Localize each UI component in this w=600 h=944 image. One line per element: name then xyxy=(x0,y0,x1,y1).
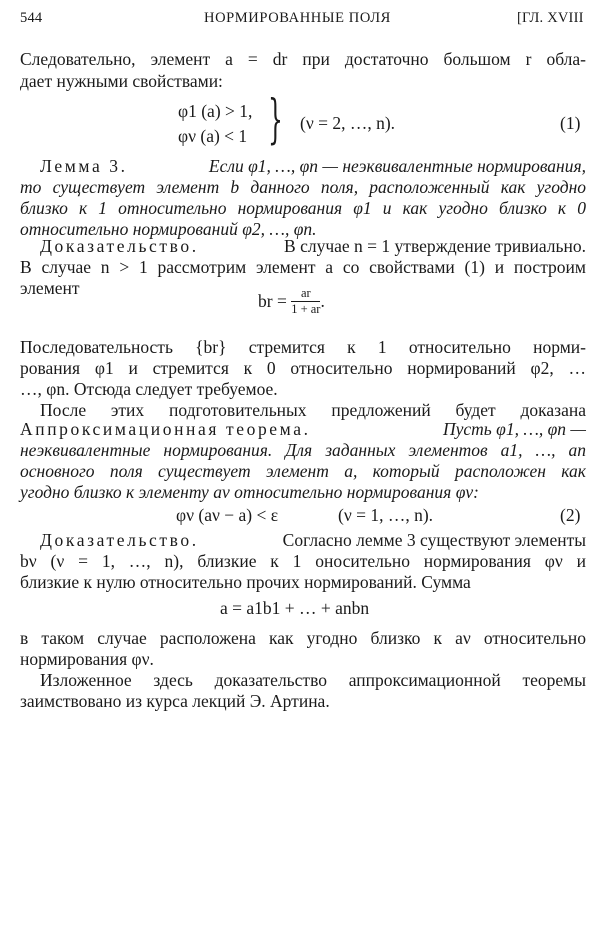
eq-br-denominator: 1 + ar xyxy=(291,302,321,316)
lemma3-line4: относительно нормирований φ2, …, φn. xyxy=(20,219,317,239)
chapter-label: [ГЛ. XVIII xyxy=(517,10,584,26)
para2-line4: После этих подготовительных предложений будет доказана xyxy=(40,400,586,420)
lemma3-line3: близко к 1 относительно нормирования φ1 и как угодно близко к 0 xyxy=(20,198,586,218)
proof2-line3: близкие к нулю относительно прочих нормирований. Сумма xyxy=(20,572,471,592)
proof1-line1-text: В случае n = 1 утверждение тривиально. xyxy=(284,236,586,256)
page-number: 544 xyxy=(20,10,43,26)
eq1-line2: φν (a) < 1 xyxy=(178,126,248,146)
para2-line2: рования φ1 и стремится к 0 относительно нормирований φ2, … xyxy=(20,358,586,378)
theorem-line4: угодно близко к элементу aν относительно нормирования φν: xyxy=(20,482,479,502)
proof1-title: Доказательство. xyxy=(40,236,199,256)
eq1-condition: (ν = 2, …, n). xyxy=(300,113,396,133)
proof2-line2: bν (ν = 1, …, n), близкие к 1 оносительно нормирования φν и xyxy=(20,551,586,571)
eq-br-lhs: br = xyxy=(258,291,287,311)
theorem-line3: основного поля существует элемент a, который расположен как xyxy=(20,461,586,481)
running-head: НОРМИРОВАННЫЕ ПОЛЯ xyxy=(204,10,391,26)
eq2-condition: (ν = 1, …, n). xyxy=(338,505,434,525)
theorem-line1 xyxy=(20,418,586,440)
para3-line4: заимствовано из курса лекций Э. Артина. xyxy=(20,691,330,711)
eq-br xyxy=(258,286,325,317)
theorem-line2: неэквивалентные нормирования. Для заданных элементов a1, …, an xyxy=(20,440,586,460)
eq-sum: a = a1b1 + … + anbn xyxy=(220,598,370,618)
eq-br-period: . xyxy=(320,291,325,311)
eq-br-fraction xyxy=(291,286,320,317)
para3-line1: в таком случае расположена как угодно близко к aν относительно xyxy=(20,628,586,648)
para1-line2: дает нужными свойствами: xyxy=(20,71,223,91)
proof1-line2: В случае n > 1 рассмотрим элемент a со свойствами (1) и построим xyxy=(20,257,586,277)
proof2-title: Доказательство. xyxy=(40,530,199,550)
eq2-expr: φν (aν − a) < ε xyxy=(176,505,279,525)
para3-line2: нормирования φν. xyxy=(20,649,154,669)
proof2-line1-text: Согласно лемме 3 существуют элементы xyxy=(282,530,586,550)
eq1-right-brace: } xyxy=(268,90,283,150)
lemma3-title: Лемма 3. xyxy=(40,156,128,176)
lemma3-line1-text: Если φ1, …, φn — неэквивалентные нормирования, xyxy=(208,156,586,176)
proof2-line1 xyxy=(40,529,586,551)
theorem-title: Аппроксимационная теорема. xyxy=(20,419,311,439)
theorem-line1-text: Пусть φ1, …, φn — xyxy=(442,419,586,439)
proof1-line3: элемент xyxy=(20,278,80,298)
para1-line1: Следовательно, элемент a = dr при достаточно большом r обла- xyxy=(20,49,586,69)
eq1-number: (1) xyxy=(560,113,581,133)
eq1-line1: φ1 (a) > 1, xyxy=(178,101,253,121)
para3-line3: Изложенное здесь доказательство аппроксимационной теоремы xyxy=(40,670,586,690)
lemma3-line1 xyxy=(40,155,586,177)
eq2-number: (2) xyxy=(560,505,581,525)
lemma3-line2: то существует элемент b данного поля, расположенный как угодно xyxy=(20,177,586,197)
eq-br-numerator: ar xyxy=(291,286,320,302)
para2-line1: Последовательность {br} стремится к 1 относительно норми- xyxy=(20,337,586,357)
proof1-line1 xyxy=(40,235,586,257)
para2-line3: …, φn. Отсюда следует требуемое. xyxy=(20,379,278,399)
